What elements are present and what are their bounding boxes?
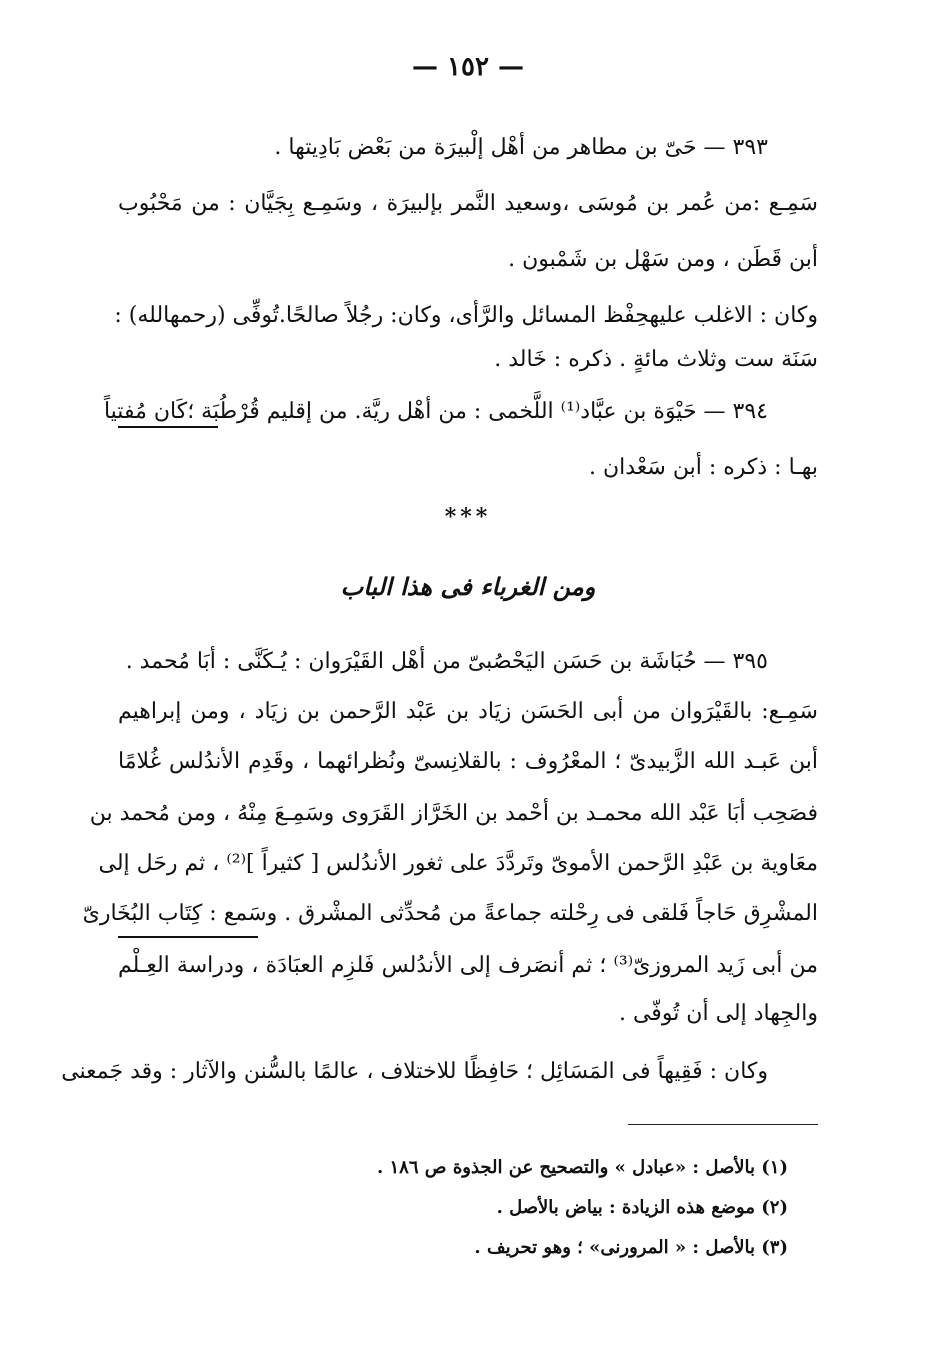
entry-395-line: وكان : فَقِيهاً فى المَسَائِل ؛ حَافِظًا للاختلاف ، عالمًا بالسُّنن والآثار : وقد جَمعنى bbox=[61, 1059, 768, 1084]
footnote-3: (٣) بالأصل : « المرورنى» ؛ وهو تحريف . bbox=[474, 1237, 788, 1258]
entry-395-line: من أبى زَيد المروزىّ⁽³⁾ ؛ ثم أنصَرف إلى الأندُلس فَلزِم العبَادَة ، ودراسة العِـلْم bbox=[118, 953, 819, 978]
page-number: — ١٥٢ — bbox=[411, 52, 525, 82]
entries-bottom bbox=[61, 636, 819, 1106]
underline-mark bbox=[118, 426, 218, 428]
underline-mark bbox=[118, 936, 258, 938]
footnote-1: (١) بالأصل : «عبادل » والتصحيح عن الجذوة ص ١٨٦ . bbox=[376, 1157, 788, 1178]
entry-395-line: المشْرِق حَاجاً فَلقى فى رِحْلته جماعةً من مُحدِّثى المشْرق . وسَمع : كِتَاب البُخَارىّ bbox=[82, 901, 818, 926]
entry-395-line: سَمِـع: بالقَيْرَوان من أبى الحَسَن زيَاد بن عَبْد الرَّحمن بن زيَاد ، ومن إبراهيم bbox=[118, 699, 818, 724]
entry-394-heading: ٣٩٤ — حَيْوَة بن عبَّاد⁽¹⁾ اللَّخمى : من أهْل ريَّة. من إقليم قُرْطُبَة ؛كَان مُفتياً bbox=[103, 399, 768, 424]
entry-395-line: والجِهاد إلى أن تُوفّى . bbox=[618, 1001, 818, 1026]
entry-395-heading: ٣٩٥ — حُبَاشَة بن حَسَن اليَحْصُبىّ من أهْل القَيْرَوان : يُـكَنَّى : أبَا مُحمد . bbox=[125, 649, 768, 674]
entry-395-line: فصَحِب أبَا عَبْد الله محمـد بن أحْمد بن الخَرَّاز القَرَوى وسَمِـعَ مِنْهُ ، ومن مُحمد بن bbox=[89, 801, 818, 826]
footnotes bbox=[118, 1148, 788, 1268]
section-heading: ومن الغرباء فى هذا الباب bbox=[340, 572, 596, 601]
entry-394-line: بهـا : ذكره : أبن سَعْدان . bbox=[589, 455, 818, 480]
section-separator: *** bbox=[444, 504, 492, 530]
entries-top bbox=[103, 122, 818, 492]
entry-395-line: أبن عَبـد الله الزَّبيدىّ ؛ المعْرُوف : بالقلانِسىّ ونُظرائهما ، وقَدِم الأندُلس غُلامًا bbox=[118, 749, 818, 774]
entry-393-line: سَمِـع :من عُمر بن مُوسَى ،وسعيد النَّمر بإلبيرَة ، وسَمِـع بِجَيَّان : من مَحْبُوب bbox=[118, 191, 818, 216]
entry-393-line: سَنَة ست وثلاث مائةٍ . ذكره : خَالد . bbox=[494, 347, 818, 372]
footnote-2: (٢) موضع هذه الزيادة : بياض بالأصل . bbox=[496, 1197, 788, 1218]
entry-395-line: معَاوية بن عَبْدِ الرَّحمن الأموىّ وتَردَّدَ على ثغور الأندُلس [ كثيراً ]⁽²⁾ ، ثم رحَل إلى bbox=[98, 851, 818, 876]
footnote-rule bbox=[628, 1124, 818, 1125]
entry-393-line: وكان : الاغلب عليهحِفْظ المسائل والرَّأى، وكان: رجُلاً صالحًا.تُوفِّى (رحمهالله) : bbox=[114, 303, 818, 328]
entry-393-line: أبن قَطَن ، ومن سَهْل بن شَمْبون . bbox=[508, 247, 818, 272]
entry-393-heading: ٣٩٣ — حَىّ بن مطاهر من أهْل إلْبيرَة من بَعْض بَادِيتها . bbox=[274, 135, 768, 160]
